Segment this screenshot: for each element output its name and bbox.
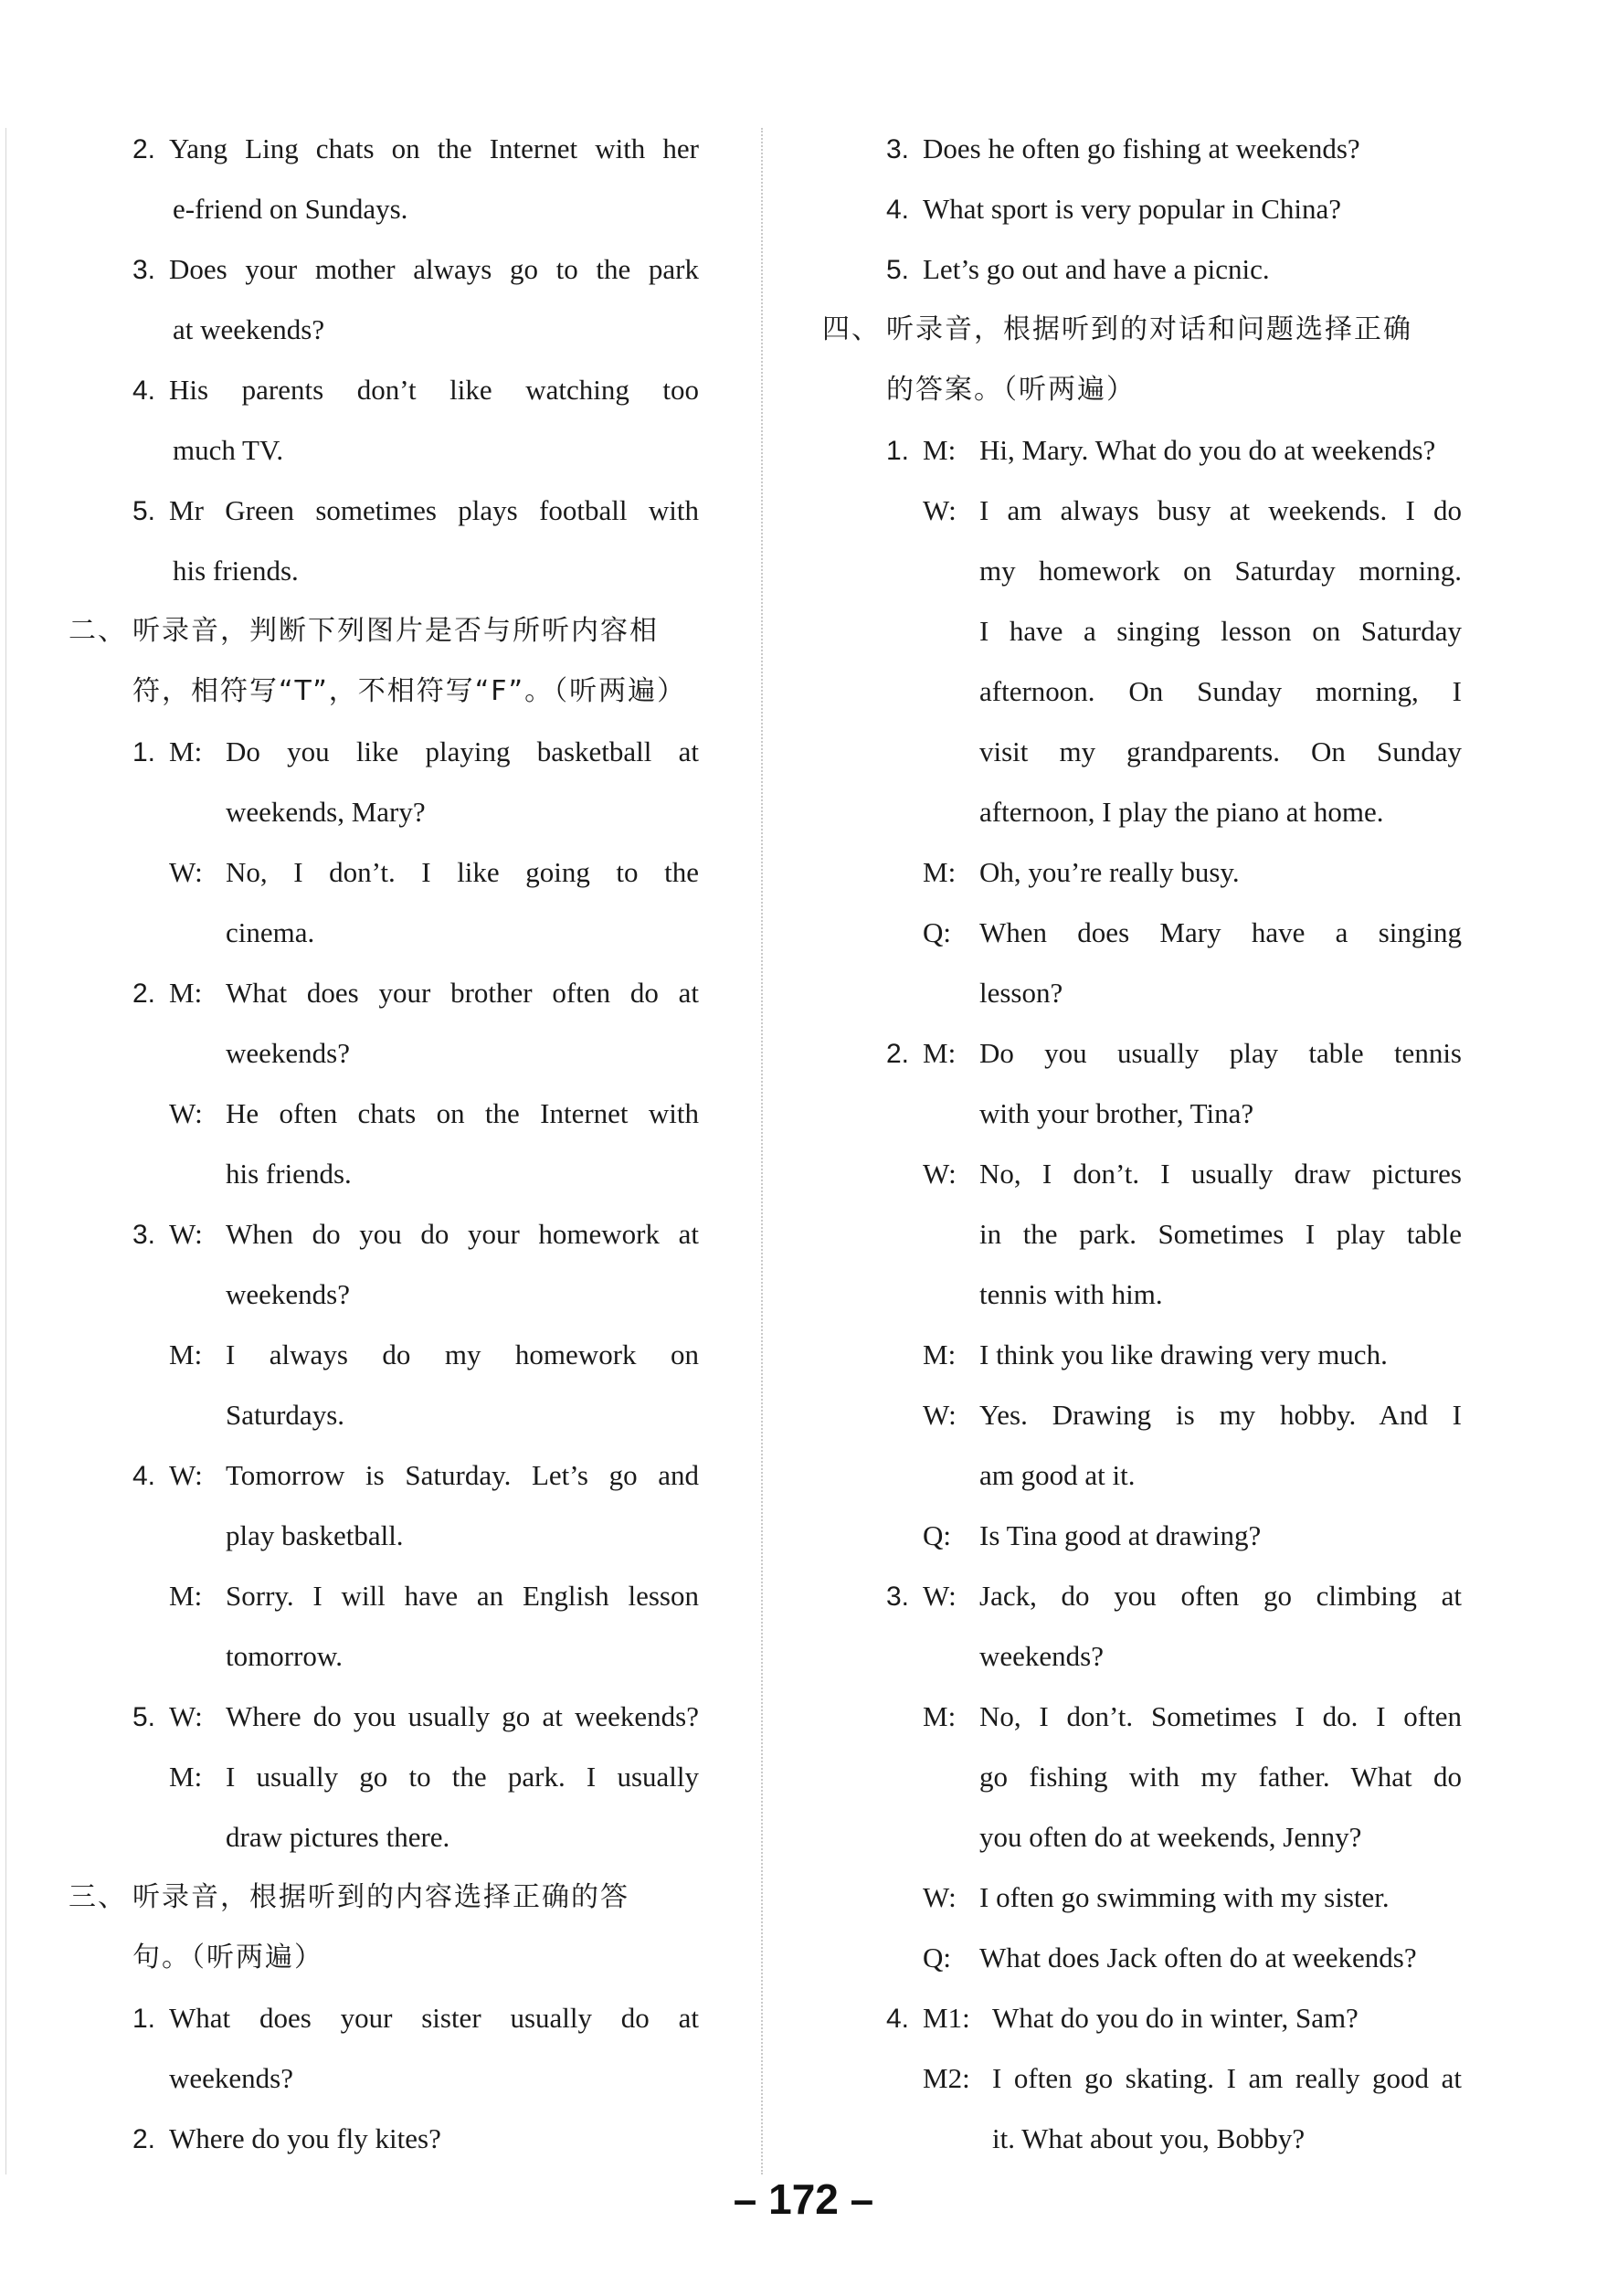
dialogue-text: tomorrow. <box>226 1640 343 1672</box>
speaker-label: M: <box>169 1761 203 1793</box>
dialogue-text: I often go skating. I am really good at <box>992 2062 1462 2094</box>
dialogue-text: lesson? <box>979 977 1063 1009</box>
dialogue-line <box>132 842 699 903</box>
item-line <box>132 481 699 541</box>
speaker-label: W: <box>169 856 203 888</box>
speaker-label: M: <box>169 1580 203 1612</box>
section-3-tail <box>822 119 1462 300</box>
dialogue-text: What does Jack often do at weekends? <box>979 1942 1417 1973</box>
item-line <box>886 119 1462 179</box>
dialogue-text: Do you usually play table tennis <box>979 1037 1462 1069</box>
speaker-label: W: <box>923 1881 957 1913</box>
section-4 <box>822 300 1462 2169</box>
dialogue-line <box>886 1506 1462 1566</box>
binding-edge-line <box>5 128 6 2174</box>
item-number: 3. <box>886 1582 910 1612</box>
item-text: much TV. <box>173 434 284 466</box>
item-text: Let’s go out and have a picnic. <box>923 253 1270 285</box>
dialogue-text: my homework on Saturday morning. <box>979 555 1462 587</box>
dialogue-text: Hi, Mary. What do you do at weekends? <box>979 434 1436 466</box>
dialogue-text: cinema. <box>226 916 315 948</box>
dialogue-line <box>886 1566 1462 1626</box>
item-number: 4. <box>886 195 910 225</box>
dialogue-text: am good at it. <box>979 1459 1136 1491</box>
dialogue-text: weekends? <box>226 1037 350 1069</box>
section-heading <box>69 1867 699 1928</box>
dialogue-text: Sorry. I will have an English lesson <box>226 1580 699 1612</box>
speaker-label: W: <box>169 1459 203 1491</box>
dialogue-line <box>886 1023 1462 1084</box>
dialogue-line <box>132 782 699 842</box>
speaker-label: Q: <box>923 1519 951 1551</box>
section-title: 听录音，判断下列图片是否与所听内容相 <box>132 615 659 647</box>
speaker-label: M: <box>923 856 957 888</box>
item-line <box>132 420 699 481</box>
item-line <box>132 1988 699 2048</box>
item-line <box>132 119 699 179</box>
item-number: 4. <box>132 1461 156 1491</box>
item-number: 3. <box>132 1220 156 1250</box>
dialogue-text: in the park. Sometimes I play table <box>979 1218 1462 1250</box>
item-line <box>132 300 699 360</box>
item-text: Does he often go fishing at weekends? <box>923 132 1360 164</box>
section-3 <box>69 1867 699 2169</box>
item-text: e-friend on Sundays. <box>173 193 408 225</box>
section-title: 符，相符写“T”，不相符写“F”。（听两遍） <box>132 675 687 707</box>
speaker-label: M: <box>169 1338 203 1370</box>
dialogue-line <box>132 1626 699 1687</box>
dialogue-line <box>886 1867 1462 1928</box>
dialogue-line <box>886 1988 1462 2048</box>
dialogue-line <box>886 1385 1462 1445</box>
dialogue-text: visit my grandparents. On Sunday <box>979 735 1462 767</box>
item-number: 5. <box>132 496 156 526</box>
section-title: 听录音，根据听到的对话和问题选择正确 <box>886 313 1412 345</box>
right-column <box>822 119 1462 2169</box>
dialogue-text: Saturdays. <box>226 1399 345 1431</box>
dialogue-line <box>132 722 699 782</box>
dialogue-line <box>886 601 1462 661</box>
dialogue-text: weekends, Mary? <box>226 796 426 828</box>
dialogue-line <box>886 1264 1462 1325</box>
dialogue-text: He often chats on the Internet with <box>226 1097 699 1129</box>
dialogue-text: tennis with him. <box>979 1278 1163 1310</box>
dialogue-line <box>886 1687 1462 1747</box>
dialogue-text: weekends? <box>979 1640 1104 1672</box>
item-number: 2. <box>132 134 156 164</box>
speaker-label: W: <box>169 1218 203 1250</box>
dialogue-text: with your brother, Tina? <box>979 1097 1254 1129</box>
dialogue-text: No, I don’t. Sometimes I do. I often <box>979 1700 1462 1732</box>
item-text: Does your mother always go to the park <box>169 253 699 285</box>
item-number: 2. <box>132 2124 156 2154</box>
dialogue-line <box>886 481 1462 541</box>
item-text: Mr Green sometimes plays football with <box>169 494 699 526</box>
dialogue-text: Jack, do you often go climbing at <box>979 1580 1462 1612</box>
dialogue-text: draw pictures there. <box>226 1821 450 1853</box>
dialogue-line <box>886 1928 1462 1988</box>
dialogue-line <box>132 1144 699 1204</box>
section-heading <box>69 1928 699 1988</box>
dialogue-text: you often do at weekends, Jenny? <box>979 1821 1362 1853</box>
item-number: 4. <box>132 376 156 406</box>
section-heading <box>69 661 699 722</box>
speaker-label: Q: <box>923 1942 951 1973</box>
item-number: 4. <box>886 2004 910 2034</box>
item-number: 1. <box>886 436 910 466</box>
section-title: 句。（听两遍） <box>132 1942 323 1973</box>
dialogue-text: Yes. Drawing is my hobby. And I <box>979 1399 1462 1431</box>
dialogue-text: go fishing with my father. What do <box>979 1761 1462 1793</box>
speaker-label: Q: <box>923 916 951 948</box>
section-2-items <box>69 722 699 1867</box>
page-number: – 172 – <box>733 2175 874 2223</box>
speaker-label: W: <box>923 494 957 526</box>
item-number: 5. <box>132 1702 156 1732</box>
dialogue-line <box>886 1144 1462 1204</box>
section-2 <box>69 601 699 1867</box>
section-number: 三、 <box>69 1881 127 1913</box>
item-line <box>132 2109 699 2169</box>
item-line <box>132 2048 699 2109</box>
item-line <box>132 360 699 420</box>
section-number: 二、 <box>69 615 127 647</box>
dialogue-line <box>886 1204 1462 1264</box>
dialogue-line <box>886 1325 1462 1385</box>
speaker-label: M: <box>169 977 203 1009</box>
speaker-label: M1: <box>923 2002 970 2034</box>
section-heading <box>69 601 699 661</box>
dialogue-text: weekends? <box>226 1278 350 1310</box>
dialogue-line <box>886 2109 1462 2169</box>
item-line <box>132 541 699 601</box>
section-3-items <box>69 1988 699 2169</box>
dialogue-text: play basketball. <box>226 1519 404 1551</box>
item-number: 2. <box>132 979 156 1009</box>
item-number: 5. <box>886 255 910 285</box>
dialogue-text: I am always busy at weekends. I do <box>979 494 1462 526</box>
section-heading <box>822 300 1462 360</box>
speaker-label: M: <box>923 1700 957 1732</box>
dialogue-line <box>132 903 699 963</box>
speaker-label: M: <box>923 1037 957 1069</box>
dialogue-text: Where do you usually go at weekends? <box>226 1700 699 1732</box>
dialogue-text: afternoon. On Sunday morning, I <box>979 675 1462 707</box>
dialogue-text: I have a singing lesson on Saturday <box>979 615 1462 647</box>
section-title: 的答案。（听两遍） <box>886 374 1136 406</box>
dialogue-line <box>886 541 1462 601</box>
item-text: What sport is very popular in China? <box>923 193 1342 225</box>
item-text: What does your sister usually do at <box>169 2002 699 2034</box>
dialogue-line <box>132 1023 699 1084</box>
item-line <box>132 239 699 300</box>
dialogue-text: When do you do your homework at <box>226 1218 699 1250</box>
dialogue-line <box>132 1325 699 1385</box>
dialogue-text: I always do my homework on <box>226 1338 699 1370</box>
item-text: weekends? <box>169 2062 293 2094</box>
dialogue-line <box>886 1084 1462 1144</box>
dialogue-text: When does Mary have a singing <box>979 916 1462 948</box>
dialogue-text: his friends. <box>226 1158 352 1190</box>
dialogue-text: I often go swimming with my sister. <box>979 1881 1390 1913</box>
speaker-label: W: <box>923 1399 957 1431</box>
item-line <box>132 179 699 239</box>
speaker-label: M2: <box>923 2062 970 2094</box>
dialogue-line <box>132 963 699 1023</box>
dialogue-line <box>132 1264 699 1325</box>
section-title: 听录音，根据听到的内容选择正确的答 <box>132 1881 629 1913</box>
dialogue-text: I usually go to the park. I usually <box>226 1761 699 1793</box>
dialogue-line <box>132 1385 699 1445</box>
item-line <box>886 179 1462 239</box>
dialogue-line <box>886 420 1462 481</box>
dialogue-line <box>886 1626 1462 1687</box>
item-text: Yang Ling chats on the Internet with her <box>169 132 699 164</box>
dialogue-line <box>886 661 1462 722</box>
dialogue-line <box>132 1506 699 1566</box>
item-text: His parents don’t like watching too <box>169 374 699 406</box>
speaker-label: M: <box>923 434 957 466</box>
dialogue-line <box>132 1566 699 1626</box>
dialogue-text: I think you like drawing very much. <box>979 1338 1388 1370</box>
dialogue-line <box>886 842 1462 903</box>
speaker-label: M: <box>923 1338 957 1370</box>
item-number: 1. <box>132 2004 156 2034</box>
speaker-label: W: <box>169 1097 203 1129</box>
speaker-label: M: <box>169 735 203 767</box>
dialogue-text: afternoon, I play the piano at home. <box>979 796 1384 828</box>
dialogue-line <box>132 1807 699 1867</box>
dialogue-line <box>886 1807 1462 1867</box>
section-heading <box>822 360 1462 420</box>
dialogue-text: Do you like playing basketball at <box>226 735 699 767</box>
section-number: 四、 <box>822 313 881 345</box>
dialogue-text: Is Tina good at drawing? <box>979 1519 1262 1551</box>
item-number: 2. <box>886 1039 910 1069</box>
section-4-items <box>822 420 1462 2169</box>
dialogue-line <box>886 903 1462 963</box>
speaker-label: W: <box>169 1700 203 1732</box>
item-number: 1. <box>132 737 156 767</box>
dialogue-line <box>886 2048 1462 2109</box>
dialogue-text: What do you do in winter, Sam? <box>992 2002 1359 2034</box>
column-divider <box>761 128 763 2174</box>
item-number: 3. <box>886 134 910 164</box>
speaker-label: W: <box>923 1158 957 1190</box>
dialogue-line <box>132 1445 699 1506</box>
dialogue-line <box>886 1445 1462 1506</box>
dialogue-text: What does your brother often do at <box>226 977 699 1009</box>
dialogue-text: No, I don’t. I usually draw pictures <box>979 1158 1462 1190</box>
part1-tail <box>69 119 699 601</box>
dialogue-line <box>132 1204 699 1264</box>
dialogue-text: No, I don’t. I like going to the <box>226 856 699 888</box>
item-line <box>886 239 1462 300</box>
dialogue-text: Oh, you’re really busy. <box>979 856 1240 888</box>
left-column <box>69 119 699 2169</box>
dialogue-line <box>886 963 1462 1023</box>
dialogue-line <box>886 782 1462 842</box>
dialogue-text: Tomorrow is Saturday. Let’s go and <box>226 1459 699 1491</box>
item-text: Where do you fly kites? <box>169 2122 441 2154</box>
speaker-label: W: <box>923 1580 957 1612</box>
dialogue-line <box>886 722 1462 782</box>
dialogue-line <box>132 1084 699 1144</box>
dialogue-text: it. What about you, Bobby? <box>992 2122 1306 2154</box>
item-number: 3. <box>132 255 156 285</box>
dialogue-line <box>132 1747 699 1807</box>
dialogue-line <box>132 1687 699 1747</box>
item-text: at weekends? <box>173 313 325 345</box>
item-text: his friends. <box>173 555 299 587</box>
dialogue-line <box>886 1747 1462 1807</box>
